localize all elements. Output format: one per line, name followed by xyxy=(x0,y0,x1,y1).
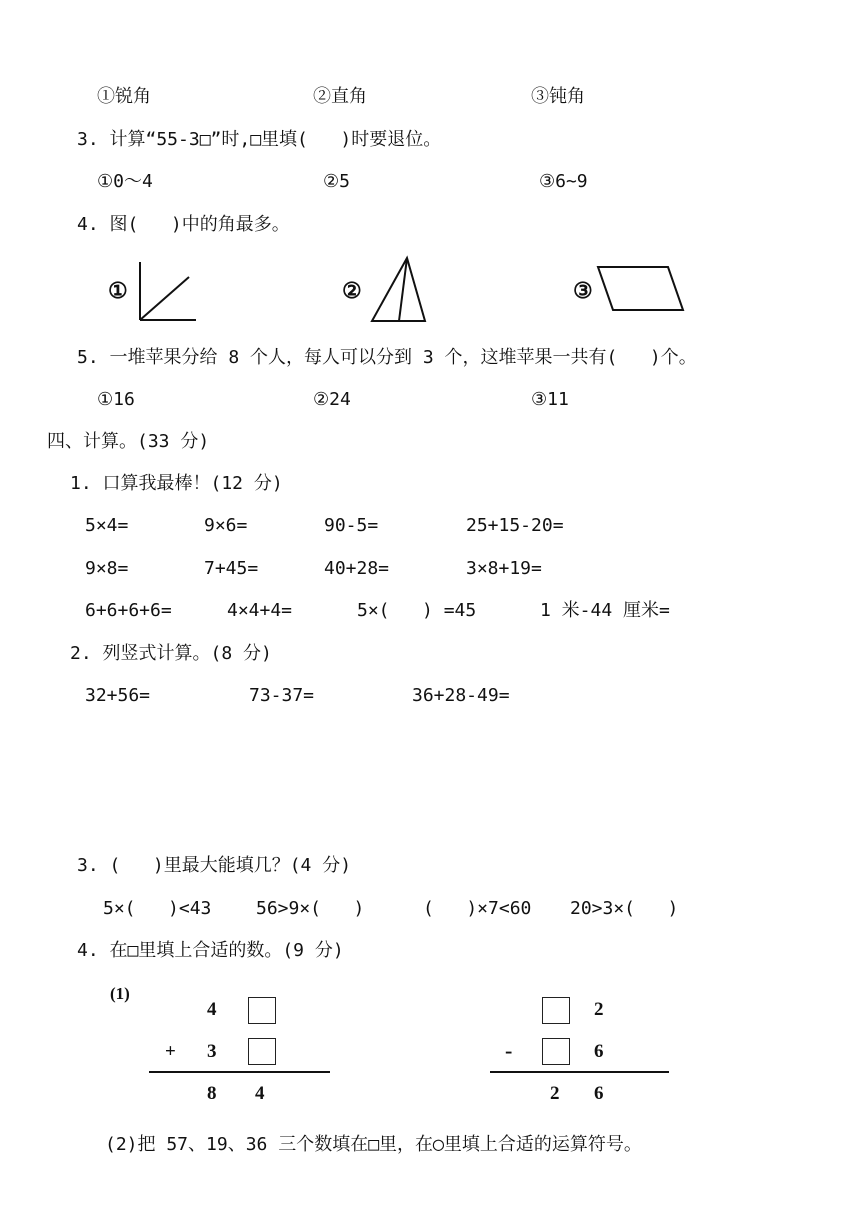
parallelogram-figure xyxy=(598,267,683,310)
q3-stem: 3. 计算“55-3□”时,□里填( )时要退位。 xyxy=(77,129,442,150)
q5-option-1: ①16 xyxy=(97,389,135,410)
q4-stem: 4. 图( )中的角最多。 xyxy=(77,214,290,235)
max-fill-item: 5×( )<43 xyxy=(103,898,212,919)
q2-option-1: ①锐角 xyxy=(97,86,151,107)
max-fill-item: ( )×7<60 xyxy=(423,898,532,919)
subtraction-blank-box[interactable] xyxy=(542,1038,570,1065)
subtraction-blank-box[interactable] xyxy=(542,997,570,1024)
sub-question-1-label: (1) xyxy=(110,984,130,1003)
max-fill-item: 56>9×( ) xyxy=(256,898,365,919)
subtraction-digit: 6 xyxy=(594,1041,604,1062)
q2-option-2: ②直角 xyxy=(313,86,367,107)
oral-calc-item: 3×8+19= xyxy=(466,558,542,579)
oral-calc-item: 5×( ) =45 xyxy=(357,600,477,621)
q5-stem: 5. 一堆苹果分给 8 个人，每人可以分到 3 个，这堆苹果一共有( )个。 xyxy=(77,347,697,368)
vertical-calc-item: 32+56= xyxy=(85,685,151,706)
angle-figure xyxy=(140,262,196,320)
oral-calc-item: 5×4= xyxy=(85,515,129,536)
oral-calc-item: 4×4+4= xyxy=(227,600,293,621)
minus-sign: - xyxy=(505,1038,513,1063)
subtraction-digit: 2 xyxy=(594,999,604,1020)
part4-title: 4. 在□里填上合适的数。(9 分) xyxy=(77,940,344,961)
addition-result-digit: 4 xyxy=(255,1083,265,1104)
sub-question-2: (2)把 57、19、36 三个数填在□里，在◯里填上合适的运算符号。 xyxy=(105,1134,642,1155)
part1-title: 1. 口算我最棒！(12 分) xyxy=(70,473,283,494)
vertical-calc-item: 73-37= xyxy=(249,685,315,706)
section-title: 四、计算。(33 分) xyxy=(47,431,210,452)
q5-option-2: ②24 xyxy=(313,389,351,410)
addition-digit: 4 xyxy=(207,999,217,1020)
oral-calc-item: 25+15-20= xyxy=(466,515,564,536)
q4-figure-label-1: ① xyxy=(108,278,128,303)
oral-calc-item: 7+45= xyxy=(204,558,259,579)
addition-blank-box[interactable] xyxy=(248,1038,276,1065)
subtraction-result-digit: 6 xyxy=(594,1083,604,1104)
subtraction-result-digit: 2 xyxy=(550,1083,560,1104)
q3-option-3: ③6~9 xyxy=(539,171,588,192)
part3-title: 3. ( )里最大能填几？(4 分) xyxy=(77,855,352,876)
oral-calc-item: 9×6= xyxy=(204,515,248,536)
part2-title: 2. 列竖式计算。(8 分) xyxy=(70,643,272,664)
q3-option-2: ②5 xyxy=(323,171,350,192)
q4-figure-label-2: ② xyxy=(342,278,362,303)
q4-figure-label-3: ③ xyxy=(573,278,593,303)
q3-option-1: ①0～4 xyxy=(97,171,153,192)
plus-sign: + xyxy=(165,1041,176,1062)
q2-option-3: ③钝角 xyxy=(531,86,585,107)
vertical-calc-item: 36+28-49= xyxy=(412,685,510,706)
oral-calc-item: 6+6+6+6= xyxy=(85,600,172,621)
oral-calc-item: 1 米-44 厘米= xyxy=(540,600,670,621)
addition-digit: 3 xyxy=(207,1041,217,1062)
q5-option-3: ③11 xyxy=(531,389,569,410)
oral-calc-item: 40+28= xyxy=(324,558,390,579)
max-fill-item: 20>3×( ) xyxy=(570,898,679,919)
oral-calc-item: 90-5= xyxy=(324,515,379,536)
addition-blank-box[interactable] xyxy=(248,997,276,1024)
triangle-figure xyxy=(372,258,425,321)
addition-result-digit: 8 xyxy=(207,1083,217,1104)
oral-calc-item: 9×8= xyxy=(85,558,129,579)
